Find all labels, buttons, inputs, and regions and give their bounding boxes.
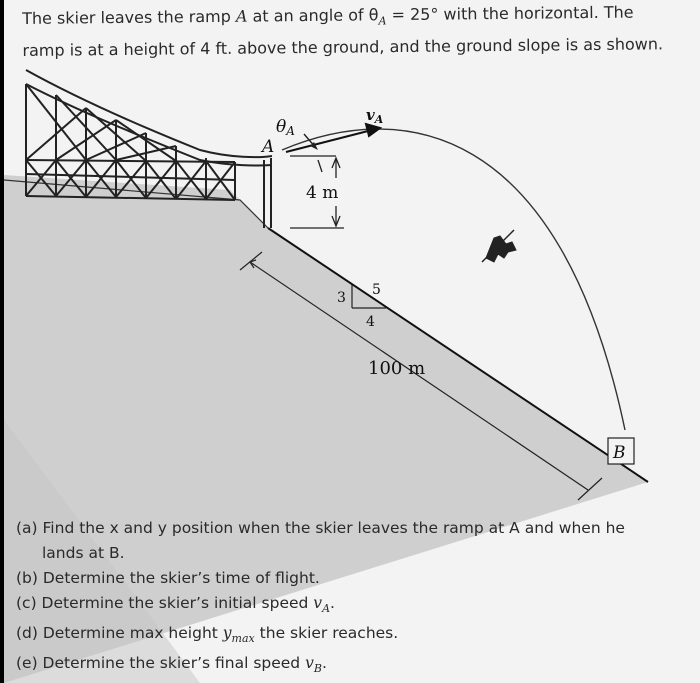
part-c-sub: A: [322, 602, 331, 616]
part-c-text: (c) Determine the skier’s initial speed: [16, 594, 314, 612]
theta-label: θA: [276, 117, 295, 138]
part-d-text: (d) Determine max height: [16, 624, 223, 643]
slope-rise-label: 3: [337, 290, 346, 306]
question-parts: [16, 516, 666, 681]
distance-label: 100 m: [368, 358, 426, 379]
skier-figure: [482, 230, 516, 262]
height-label: 4 m: [306, 183, 339, 203]
part-b: (b) Determine the skier’s time of flight.: [16, 569, 320, 587]
part-d-text-2: the skier reaches.: [254, 624, 399, 643]
point-a-label: A: [262, 137, 275, 157]
part-c: (c) Determine the skier’s initial speed $v_A$.: [16, 594, 335, 616]
problem-line-2: ramp is at a height of 4 ft. above the ground, and the ground slope is as shown.: [22, 34, 664, 61]
part-e-sub: B: [313, 662, 322, 676]
part-e-text: (e) Determine the skier’s final speed: [16, 654, 306, 673]
part-e-var: v: [305, 654, 314, 673]
part-a-line-2: lands at B.: [42, 544, 125, 562]
slope-run-label: 4: [366, 314, 375, 330]
part-a-line-1: (a) Find the x and y position when the skier leaves the ramp at A and when he: [16, 519, 625, 537]
part-d-var: y: [222, 624, 232, 643]
part-d: [16, 621, 666, 651]
velocity-label: $v_A$: [366, 106, 384, 126]
slope-hyp-label: 5: [372, 282, 381, 298]
point-a-ref: A: [235, 6, 248, 26]
velocity-arrow: [286, 124, 380, 152]
problem-text: The skier leaves the ramp: [22, 6, 236, 28]
point-b-label: B: [613, 443, 626, 463]
problem-text: at an angle of θ: [247, 5, 379, 26]
part-c-var: v: [313, 594, 323, 612]
theta-subscript: A: [378, 14, 387, 28]
part-d-sub: max: [231, 632, 255, 646]
part-e: (e) Determine the skier’s final speed $v_B$.: [16, 654, 327, 676]
problem-text: = 25° with the horizontal. The: [386, 2, 634, 25]
